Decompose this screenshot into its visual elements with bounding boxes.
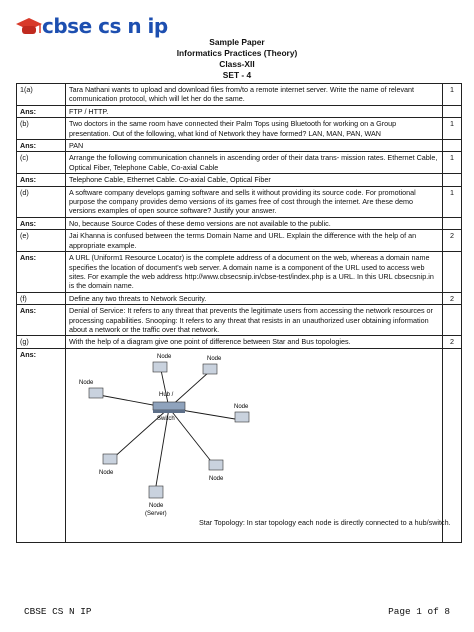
table-row: [17, 186, 462, 217]
paper-class: Class-XII: [219, 59, 255, 69]
computer-icon: [203, 364, 217, 374]
table-row: [17, 140, 462, 152]
table-row: [17, 84, 462, 106]
answer-label: Ans:: [17, 140, 66, 152]
table-row: [17, 152, 462, 174]
question-number: 1(a): [17, 84, 66, 106]
question-number: (e): [17, 230, 66, 252]
answer-label: Ans:: [17, 348, 66, 542]
computer-icon: [209, 460, 223, 470]
table-row: [17, 305, 462, 336]
node-label: Node: [234, 403, 249, 410]
answer-marks: [443, 174, 462, 186]
question-text: Tara Nathani wants to upload and download files from/to a remote internet server. Write the name of relevant communication protocol, which will let her do the same.: [66, 84, 443, 106]
answer-marks: [443, 305, 462, 336]
computer-icon: [235, 412, 249, 422]
hub-icon: [153, 402, 185, 413]
question-text: Arrange the following communication channels in ascending order of their data trans- mission rates. Ethernet Cable, Optical Fiber, Telephone Cable, Co-axial Cable: [66, 152, 443, 174]
question-text: Jai Khanna is confused between the terms Domain Name and URL. Explain the difference with the help of an appropriate example.: [66, 230, 443, 252]
question-text: With the help of a diagram give one point of difference between Star and Bus topologies.: [66, 336, 443, 348]
paper-set: SET - 4: [222, 70, 252, 80]
answer-text: Telephone Cable, Ethernet Cable. Co-axial Cable, Optical Fiber: [66, 174, 443, 186]
answer-label: Ans:: [17, 305, 66, 336]
computer-icon: [153, 362, 167, 372]
answer-text: FTP / HTTP.: [66, 105, 443, 117]
question-table: [16, 83, 462, 543]
question-marks: 1: [443, 84, 462, 106]
table-row: [17, 118, 462, 140]
paper-subject: Informatics Practices (Theory): [176, 48, 298, 58]
table-row: [17, 230, 462, 252]
answer-marks: [443, 217, 462, 229]
question-number: (g): [17, 336, 66, 348]
page-number: Page 1 of 8: [388, 606, 450, 617]
question-marks: 2: [443, 292, 462, 304]
answer-cell-diagram: [66, 348, 451, 542]
answer-label: Ans:: [17, 252, 66, 293]
answer-marks: [443, 105, 462, 117]
star-topology-diagram: [69, 350, 269, 520]
node-label: Node: [99, 469, 114, 476]
node-label: Node: [207, 355, 222, 362]
table-row: [17, 105, 462, 117]
answer-marks: [443, 348, 462, 542]
answer-marks: [443, 140, 462, 152]
question-marks: 1: [443, 152, 462, 174]
footer-left: CBSE CS N IP: [24, 606, 92, 617]
table-row: [17, 174, 462, 186]
server-label: (Server): [145, 510, 167, 517]
node-label: Node: [79, 379, 94, 386]
question-text: Two doctors in the same room have connected their Palm Tops using Bluetooth for working on a Group presentation. Out of the following, what kind of Network they have formed? LAN, MAN, PAN, WAN: [66, 118, 443, 140]
question-number: (f): [17, 292, 66, 304]
question-number: (c): [17, 152, 66, 174]
logo-text: cbse cs n ip: [42, 14, 168, 38]
computer-icon: [89, 388, 103, 398]
answer-marks: [443, 252, 462, 293]
table-row: [17, 336, 462, 348]
answer-text: A URL (Uniform1 Resource Locator) is the complete address of a document on the web, whereas a domain name specifies the location of document's web server. A domain name is a component of the URL used to access web sites. For example the web address http://www.cbsecsnip.in/cbse-test/index.php is a URL. In this URL cbsecsnip.in is the domain name.: [66, 252, 443, 293]
node-label: Node: [157, 353, 172, 360]
question-marks: 1: [443, 118, 462, 140]
star-topology-figure: [69, 350, 451, 541]
question-marks: 2: [443, 230, 462, 252]
answer-label: Ans:: [17, 217, 66, 229]
table-row: [17, 252, 462, 293]
answer-text: No, because Source Codes of these demo versions are not available to the public.: [66, 217, 443, 229]
question-text: A software company develops gaming software and sells it without providing its source code. For promotional purpose the company provides demo versions of its games free of cost through the internet. Are these demo versions examples of open source software? Justify your answer.: [66, 186, 443, 217]
question-text: Define any two threats to Network Security.: [66, 292, 443, 304]
computer-icon: [103, 454, 117, 464]
node-label: Node: [209, 475, 224, 482]
question-marks: 1: [443, 186, 462, 217]
answer-text: PAN: [66, 140, 443, 152]
mortarboard-icon: [14, 16, 44, 38]
server-icon: [149, 486, 163, 498]
question-number: (d): [17, 186, 66, 217]
paper-title: Sample Paper: [209, 37, 265, 47]
switch-label: Switch: [157, 415, 175, 422]
question-marks: 2: [443, 336, 462, 348]
answer-label: Ans:: [17, 174, 66, 186]
table-row: [17, 348, 462, 542]
table-row: [17, 217, 462, 229]
star-topology-note: Star Topology: In star topology each node is directly connected to a hub/switch.: [199, 517, 451, 527]
answer-text: Denial of Service: It refers to any threat that prevents the legitimate users from accessing the network resources or processing capabilities. Snooping: It refers to any threat that resists in an unauthorized user obtaining information about a network or the traffic over that network.: [66, 305, 443, 336]
answer-label: Ans:: [17, 105, 66, 117]
hub-label: Hub /: [159, 391, 174, 398]
question-number: (b): [17, 118, 66, 140]
node-label: Node: [149, 502, 164, 509]
table-row: [17, 292, 462, 304]
